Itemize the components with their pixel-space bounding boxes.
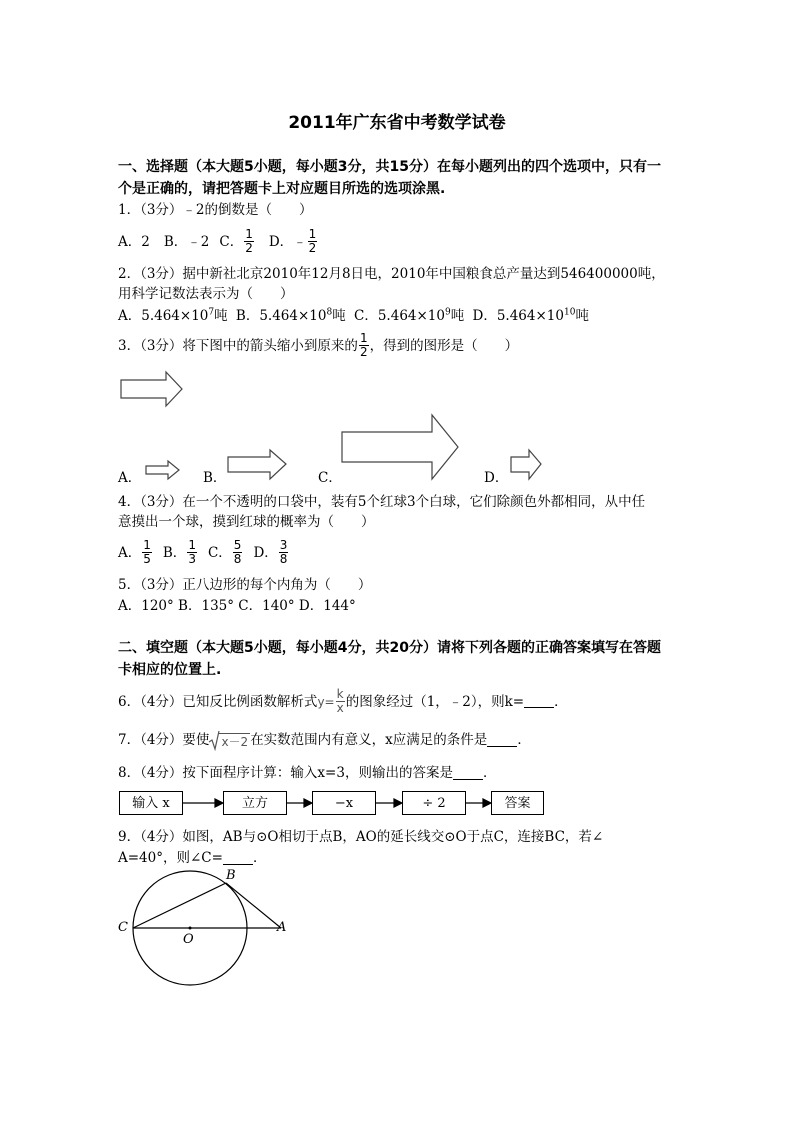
section1-heading-line1: 一、选择题（本大题5小题，每小题3分，共15分）在每小题列出的四个选项中，只有一 [118, 159, 661, 175]
q3-label-b: B． [203, 470, 227, 486]
q6-formula: y= $\frac{k}{x}$ [317, 687, 344, 715]
flow-box-cube: 立方 [223, 791, 287, 815]
q4-option-d-fraction: $\frac{3}{8}$ [279, 538, 288, 566]
flow-box-input: 输入 x [119, 791, 183, 815]
q1-option-c-fraction: $\frac{1}{2}$ [245, 227, 253, 255]
center-point-o [189, 927, 192, 930]
q1-option-b: B．﹣2 [163, 233, 210, 250]
label-point-c: C [118, 920, 128, 935]
q1-option-d-fraction: $\frac{1}{2}$ [308, 227, 317, 255]
q4-option-c-fraction: $\frac{5}{8}$ [233, 538, 242, 566]
q9-stem-line2: A=40°，则∠C= ． [118, 850, 267, 866]
q4-options: A． $\frac{1}{5}$ B． $\frac{1}{3}$ C． $\frac{5}{8}$ D． $\frac{3}{8}$ [118, 538, 288, 566]
q2-option-a: A．$5.464\times 10^7$吨 [118, 307, 228, 324]
q1-option-a: A．2 [118, 233, 150, 250]
q7-sqrt-expression: x－2 [209, 730, 250, 750]
q5-options: A．120° B．135° C．140° D．144° [118, 598, 356, 614]
label-point-b: B [226, 868, 236, 883]
q4-stem-line1: 4．（3分）在一个不透明的口袋中，装有5个红球3个白球，它们除颜色外都相同，从中任 [118, 494, 646, 510]
q4-option-b-fraction: $\frac{1}{3}$ [188, 538, 196, 566]
flow-box-minus-x: −x [312, 791, 376, 815]
q5-stem: 5．（3分）正八边形的每个内角为（ ） [118, 577, 372, 593]
q3-label-c: C． [318, 470, 342, 486]
flow-box-divide: ÷ 2 [402, 791, 466, 815]
q1-stem: 1．（3分）﹣2的倒数是（ ） [118, 202, 313, 218]
segment-ba [226, 883, 281, 928]
q8-stem: 8．（4分）按下面程序计算：输入x=3，则输出的答案是 ． [118, 765, 497, 781]
q3-label-a: A． [118, 470, 142, 486]
section1-heading-line2: 个是正确的，请把答题卡上对应题目所选的选项涂黑. [118, 181, 446, 197]
q2-option-b: B．$5.464\times 10^8$吨 [235, 307, 346, 324]
q2-stem-line1: 2．（3分）据中新社北京2010年12月8日电，2010年中国粮食总产量达到546400000吨， [118, 266, 665, 282]
label-point-o: O [183, 932, 194, 947]
q2-option-c: C．$5.464\times 10^9$吨 [354, 307, 465, 324]
q1-option-d: D．﹣ [268, 233, 307, 250]
q4-stem-line2: 意摸出一个球，摸到红球的概率为（ ） [118, 514, 375, 530]
q6-stem: 6．（4分）已知反比例函数解析式 y= $\frac{k}{x}$ 的图象经过（1，﹣2），则k= ． [118, 687, 568, 715]
q3-label-d: D． [484, 470, 509, 486]
q3-fraction: $\frac{1}{2}$ [359, 331, 368, 359]
q3-stem: 3．（3分）将下图中的箭头缩小到原来的 $\frac{1}{2}$ ，得到的图形是（ ） [118, 331, 519, 359]
q2-option-d: D．$5.464\times 10^{10}$吨 [472, 307, 589, 324]
section2-heading-line2: 卡相应的位置上. [118, 662, 222, 678]
q9-stem-line1: 9．（4分）如图，AB与⊙O相切于点B，AO的延长线交⊙O于点C，连接BC，若∠ [118, 829, 604, 845]
q4-option-a-fraction: $\frac{1}{5}$ [143, 538, 151, 566]
q1-option-c: C． [219, 233, 244, 250]
flow-box-answer: 答案 [491, 791, 544, 815]
q7-stem: 7．（4分）要使 x－2 在实数范围内有意义，x应满足的条件是 ． [118, 732, 531, 749]
section2-heading-line1: 二、填空题（本大题5小题，每小题4分，共20分）请将下列各题的正确答案填写在答题 [118, 640, 661, 656]
page-title: 2011年广东省中考数学试卷 [288, 113, 506, 133]
label-point-a: A [277, 920, 287, 935]
q2-stem-line2: 用科学记数法表示为（ ） [118, 286, 294, 302]
